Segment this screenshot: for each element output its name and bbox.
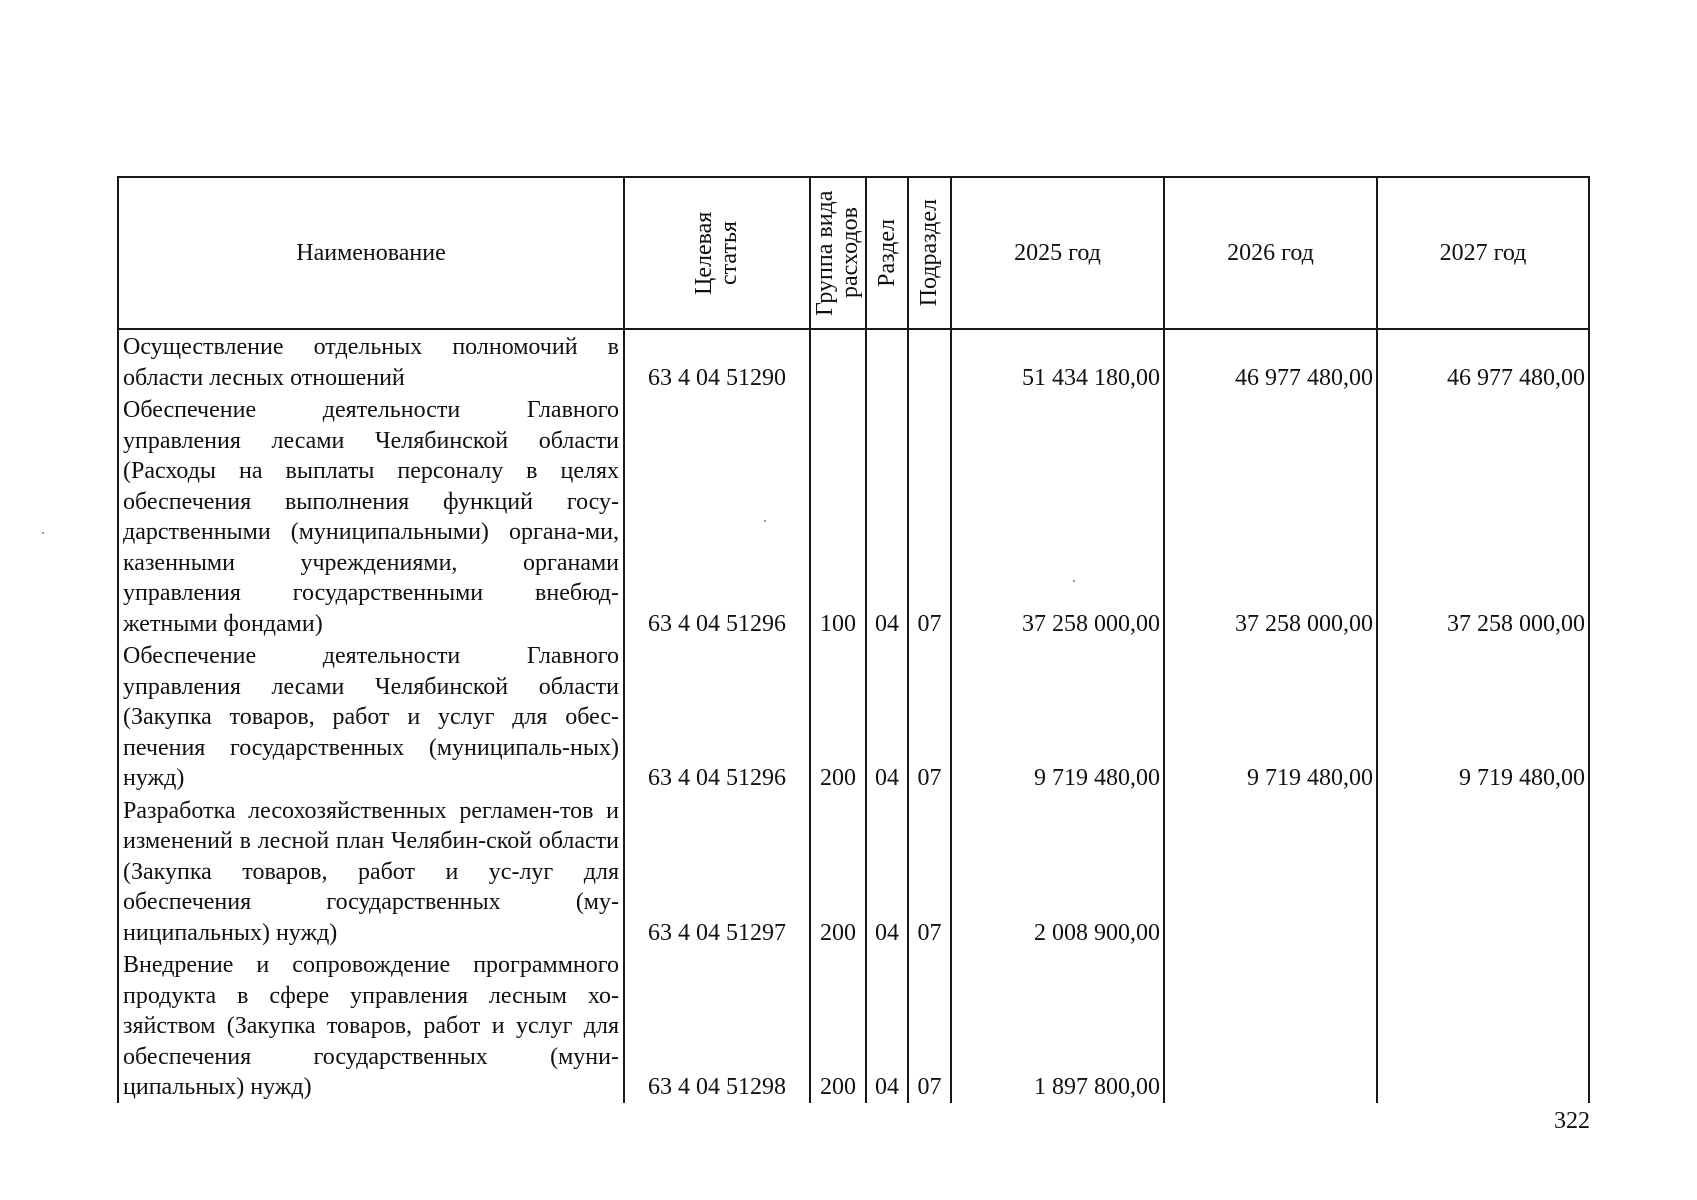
row-2026: [1164, 794, 1377, 949]
row-section: 04: [866, 948, 908, 1103]
row-group: 100: [810, 393, 866, 639]
row-code: 63 4 04 51290: [624, 329, 810, 393]
row-subsection: 07: [908, 794, 951, 949]
row-2025: 37 258 000,00: [951, 393, 1164, 639]
row-section: 04: [866, 794, 908, 949]
row-2025: 51 434 180,00: [951, 329, 1164, 393]
row-group: 200: [810, 948, 866, 1103]
row-name: Разработка лесохозяйственных регламен-тов и изменений в лесной план Челябин-ской области (Закупка товаров, работ и ус-луг для обеспечения государственных (му-ниципальных) нужд): [118, 794, 624, 949]
row-name: Обеспечение деятельности Главного управления лесами Челябинской области (Закупка товаров, работ и услуг для обес-печения государственных (муниципаль-ных) нужд): [118, 639, 624, 794]
row-section: 04: [866, 393, 908, 639]
row-2027: 37 258 000,00: [1377, 393, 1589, 639]
row-2025: 1 897 800,00: [951, 948, 1164, 1103]
header-2026: 2026 год: [1164, 177, 1377, 329]
row-2025: 2 008 900,00: [951, 794, 1164, 949]
row-subsection: [908, 329, 951, 393]
row-group: [810, 329, 866, 393]
row-section: [866, 329, 908, 393]
row-code: 63 4 04 51297: [624, 794, 810, 949]
scan-speck: [764, 520, 766, 522]
table-row: [118, 329, 1589, 393]
row-code: 63 4 04 51298: [624, 948, 810, 1103]
header-target-article: Целевая статья: [624, 177, 810, 329]
row-group: 200: [810, 639, 866, 794]
row-name: Осуществление отдельных полномочий в области лесных отношений: [118, 329, 624, 393]
table-row: [118, 794, 1589, 949]
header-expense-group: Группа вида расходов: [810, 177, 866, 329]
row-subsection: 07: [908, 639, 951, 794]
row-name: Внедрение и сопровождение программного продукта в сфере управления лесным хо-зяйством (Закупка товаров, работ и услуг для обеспечения государственных (муни-ципальных) нужд): [118, 948, 624, 1103]
row-2026: 37 258 000,00: [1164, 393, 1377, 639]
header-2025: 2025 год: [951, 177, 1164, 329]
header-subsection: Подраздел: [908, 177, 951, 329]
row-2025: 9 719 480,00: [951, 639, 1164, 794]
table-row: [118, 948, 1589, 1103]
row-2027: [1377, 794, 1589, 949]
scan-speck: [42, 532, 44, 534]
header-name: Наименование: [118, 177, 624, 329]
row-2026: [1164, 948, 1377, 1103]
row-2027: 46 977 480,00: [1377, 329, 1589, 393]
budget-table: [117, 176, 1590, 1103]
row-2026: 46 977 480,00: [1164, 329, 1377, 393]
header-2027: 2027 год: [1377, 177, 1589, 329]
table-row: [118, 639, 1589, 794]
row-section: 04: [866, 639, 908, 794]
header-row: [118, 177, 1589, 329]
row-2027: [1377, 948, 1589, 1103]
row-2026: 9 719 480,00: [1164, 639, 1377, 794]
scan-speck: [1073, 580, 1075, 582]
row-code: 63 4 04 51296: [624, 393, 810, 639]
row-subsection: 07: [908, 393, 951, 639]
row-group: 200: [810, 794, 866, 949]
header-section: Раздел: [866, 177, 908, 329]
row-2027: 9 719 480,00: [1377, 639, 1589, 794]
table-row: [118, 393, 1589, 639]
row-name: Обеспечение деятельности Главного управления лесами Челябинской области (Расходы на выплаты персоналу в целях обеспечения выполнения функций госу-дарственными (муниципальными) органа-ми, казенными учреждениями, органами управления государственными внебюд-жетными фондами): [118, 393, 624, 639]
row-code: 63 4 04 51296: [624, 639, 810, 794]
row-subsection: 07: [908, 948, 951, 1103]
page-number: 322: [1554, 1108, 1590, 1134]
